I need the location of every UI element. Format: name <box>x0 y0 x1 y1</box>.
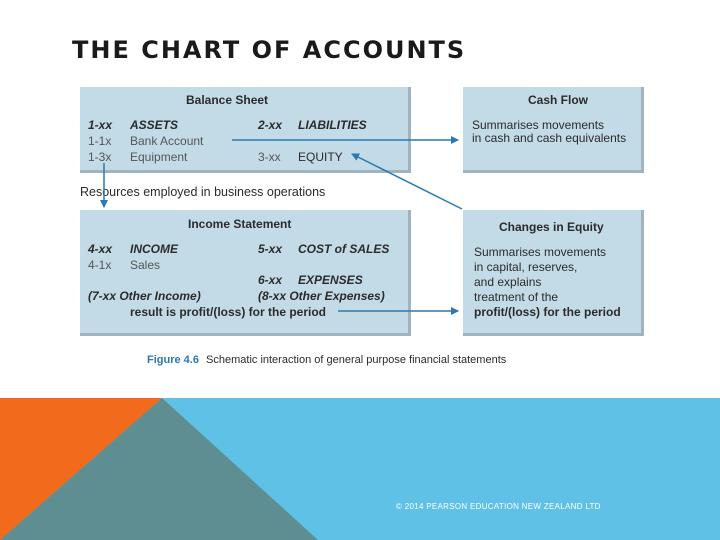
cash-flow-line-2: in cash and cash equivalents <box>472 131 627 145</box>
other-income: (7-xx Other Income) <box>88 289 201 303</box>
income-label: INCOME <box>130 242 178 256</box>
figure-caption <box>147 354 506 366</box>
changes-in-equity-line-3: and explains <box>474 275 542 289</box>
cash-flow-heading: Cash Flow <box>528 93 589 107</box>
other-expenses: (8-xx Other Expenses) <box>258 289 385 303</box>
cost-of-sales-code: 5-xx <box>258 242 283 256</box>
sales-code: 4-1x <box>88 258 112 272</box>
assets-label: ASSETS <box>130 118 179 132</box>
expenses-code: 6-xx <box>258 273 283 287</box>
sales-label: Sales <box>130 258 161 272</box>
cost-of-sales-label: COST of SALES <box>298 242 390 256</box>
equity-code: 3-xx <box>258 150 281 164</box>
income-statement-heading: Income Statement <box>188 217 292 231</box>
equipment-code: 1-3x <box>88 150 112 164</box>
copyright-footer: © 2014 PEARSON EDUCATION NEW ZEALAND LTD <box>396 502 601 511</box>
figure-caption-text: Schematic interaction of general purpose financial statements <box>206 354 507 366</box>
changes-in-equity-line-2: in capital, reserves, <box>474 260 578 274</box>
equipment-label: Equipment <box>130 150 188 164</box>
assets-code: 1-xx <box>88 118 113 132</box>
income-result: result is profit/(loss) for the period <box>130 305 327 319</box>
bank-code: 1-1x <box>88 134 112 148</box>
balance-sheet-heading: Balance Sheet <box>186 93 269 107</box>
liabilities-code: 2-xx <box>258 118 283 132</box>
changes-in-equity-line-1: Summarises movements <box>474 245 607 259</box>
equity-label: EQUITY <box>298 150 343 164</box>
bank-label: Bank Account <box>130 134 204 148</box>
changes-in-equity-heading: Changes in Equity <box>499 220 604 234</box>
figure-number: Figure 4.6 <box>147 354 199 366</box>
resources-note: Resources employed in business operations <box>80 185 326 199</box>
expenses-label: EXPENSES <box>298 273 363 287</box>
changes-in-equity-line-5: profit/(loss) for the period <box>474 305 621 319</box>
arrow-equity-feedback <box>352 154 462 209</box>
income-code: 4-xx <box>88 242 113 256</box>
changes-in-equity-line-4: treatment of the <box>474 290 559 304</box>
liabilities-label: LIABILITIES <box>298 118 367 132</box>
cash-flow-line-1: Summarises movements <box>472 118 605 132</box>
slide-title: THE CHART OF ACCOUNTS <box>72 36 467 64</box>
